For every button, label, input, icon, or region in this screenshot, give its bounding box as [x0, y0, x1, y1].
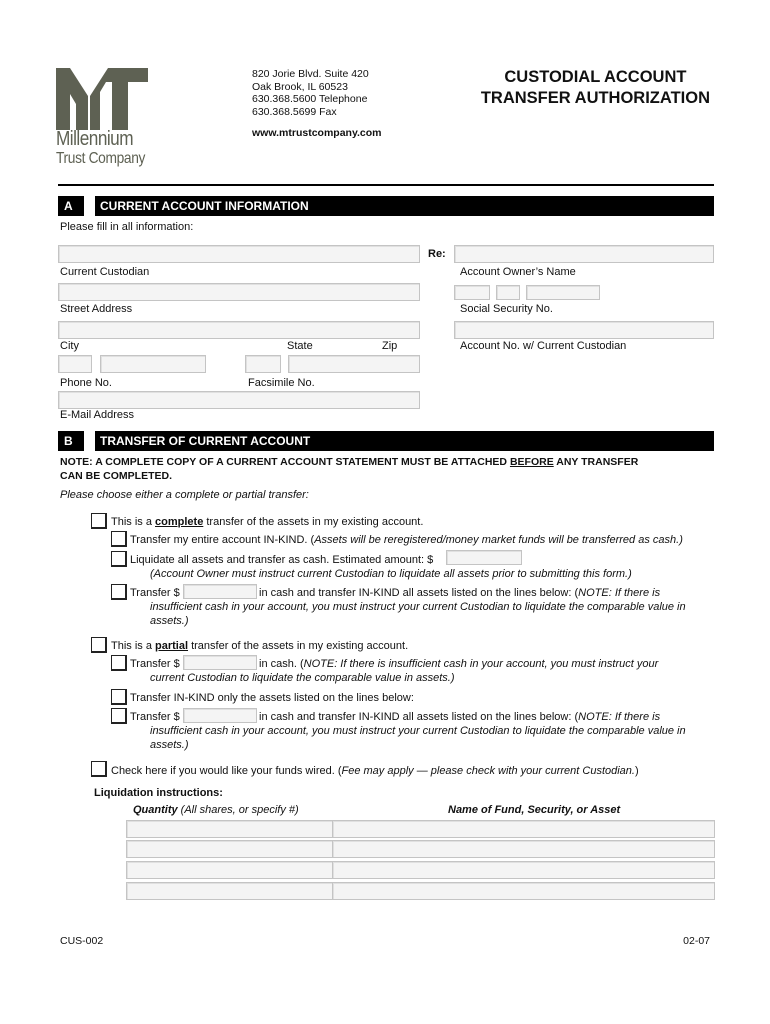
current-custodian-input[interactable]: [58, 245, 420, 263]
transfer-in-kind-label: [130, 534, 683, 546]
address-line1: 820 Jorie Blvd. Suite 420: [252, 68, 369, 80]
fax: 630.368.5699 Fax: [252, 105, 337, 118]
re-label: Re:: [428, 248, 446, 260]
section-a-letter: A: [64, 199, 73, 213]
c1-text: Transfer my entire account IN-KIND. (: [130, 534, 315, 546]
account-number-input[interactable]: [454, 321, 714, 339]
section-a-title: CURRENT ACCOUNT INFORMATION: [100, 199, 309, 213]
partial-transfer-label: [111, 640, 408, 652]
phone-number-input[interactable]: [100, 355, 206, 373]
email-label: E-Mail Address: [60, 409, 134, 421]
partial-cash-pre: Transfer $: [130, 658, 180, 670]
complete-post: transfer of the assets in my existing account.: [203, 516, 424, 528]
liquidate-label: Liquidate all assets and transfer as cash. Estimated amount: $: [130, 554, 434, 566]
company-logo: [56, 68, 148, 172]
fax-area-code-input[interactable]: [245, 355, 281, 373]
partial-transfer-checkbox[interactable]: [91, 637, 107, 653]
p1-post: in cash. (: [259, 658, 304, 670]
form-title: [481, 67, 710, 109]
street-address-input[interactable]: [58, 283, 420, 301]
cash-and-in-kind-checkbox[interactable]: [111, 584, 127, 600]
complete-pre: This is a: [111, 516, 156, 528]
quantity-input-2[interactable]: [126, 840, 334, 858]
wire-pre: Check here if you would like your funds wired. (: [111, 765, 342, 777]
partial-in-kind-checkbox[interactable]: [111, 689, 127, 705]
partial-cash-and-in-kind-checkbox[interactable]: [111, 708, 127, 724]
company-address: [252, 68, 369, 118]
account-owner-name-input[interactable]: [454, 245, 714, 263]
telephone: 630.368.5600 Telephone: [252, 93, 368, 105]
wire-post: ): [634, 765, 639, 777]
partial-cash-note-2: current Custodian to liquidate the comparable value in assets.): [150, 672, 455, 684]
c3-post: in cash and transfer IN-KIND all assets listed on the lines below: (: [259, 587, 579, 599]
liquidate-note: (Account Owner must instruct current Custodian to liquidate all assets prior to submitting this form.): [150, 568, 632, 580]
form-title-line2: TRANSFER AUTHORIZATION: [480, 89, 710, 107]
note-part1: NOTE: A COMPLETE COPY OF A CURRENT ACCOUNT STATEMENT MUST BE ATTACHED: [60, 456, 510, 468]
complete-transfer-label: [111, 516, 423, 528]
section-a-gap: [84, 196, 95, 216]
choose-instruction: Please choose either a complete or partial transfer:: [60, 489, 309, 501]
street-address-label: Street Address: [60, 303, 133, 315]
partial-word: partial: [155, 640, 189, 652]
fund-name-input-3[interactable]: [332, 861, 715, 879]
ssn-label: Social Security No.: [460, 303, 553, 315]
quantity-input-1[interactable]: [126, 820, 334, 838]
section-a-instruction: Please fill in all information:: [60, 221, 194, 233]
partial-post: transfer of the assets in my existing account.: [188, 640, 409, 652]
ssn-input-part2[interactable]: [496, 285, 520, 300]
liquidation-heading: Liquidation instructions:: [94, 787, 223, 799]
cash-amount-input-2[interactable]: [183, 655, 257, 670]
fund-name-input-2[interactable]: [332, 840, 715, 858]
quantity-input-4[interactable]: [126, 882, 334, 900]
note-part2: ANY TRANSFER: [553, 456, 639, 468]
wire-funds-label: [111, 765, 639, 777]
company-name-line2: Trust Company: [56, 150, 146, 167]
fund-name-input-1[interactable]: [332, 820, 715, 838]
complete-transfer-checkbox[interactable]: [91, 513, 107, 529]
current-custodian-label: Current Custodian: [60, 266, 150, 278]
liquidate-checkbox[interactable]: [111, 551, 127, 567]
email-input[interactable]: [58, 391, 420, 409]
partial-cash-and-in-kind-note-2: insufficient cash in your account, you must instruct your current Custodian to liquidate the comparable value in: [150, 725, 686, 737]
ssn-input-part1[interactable]: [454, 285, 490, 300]
section-b-header: [58, 431, 714, 451]
partial-cash-post: [259, 658, 658, 670]
address-line2: Oak Brook, IL 60523: [252, 80, 348, 93]
cash-and-in-kind-note-2: insufficient cash in your account, you must instruct your current Custodian to liquidate the comparable value in: [150, 601, 686, 613]
cash-and-in-kind-post: [259, 587, 660, 599]
wire-funds-checkbox[interactable]: [91, 761, 107, 777]
ssn-input-part3[interactable]: [526, 285, 600, 300]
form-date: 02-07: [683, 935, 710, 947]
cash-and-in-kind-pre: Transfer $: [130, 587, 180, 599]
c3-note-1: NOTE: If there is: [578, 587, 661, 599]
wire-italic: Fee may apply — please check with your current Custodian.: [341, 765, 635, 777]
p3-note-1: NOTE: If there is: [578, 711, 661, 723]
section-b-gap: [84, 431, 95, 451]
phone-label: Phone No.: [60, 377, 112, 389]
quantity-italic: (All shares, or specify #): [177, 804, 299, 816]
complete-word: complete: [155, 516, 204, 528]
fax-number-input[interactable]: [288, 355, 420, 373]
account-number-label: Account No. w/ Current Custodian: [460, 340, 627, 352]
form-title-line1: CUSTODIAL ACCOUNT: [504, 68, 687, 86]
partial-pre: This is a: [111, 640, 156, 652]
note-before: BEFORE: [509, 456, 554, 468]
state-label: State: [287, 340, 313, 352]
transfer-in-kind-checkbox[interactable]: [111, 531, 127, 547]
p3-post: in cash and transfer IN-KIND all assets listed on the lines below: (: [259, 711, 579, 723]
city-state-zip-input[interactable]: [58, 321, 420, 339]
section-b-letter: B: [64, 434, 73, 448]
partial-cash-and-in-kind-post: [259, 711, 660, 723]
partial-cash-and-in-kind-note-3: assets.): [150, 739, 189, 751]
fax-label: Facsimile No.: [248, 377, 315, 389]
partial-cash-and-in-kind-pre: Transfer $: [130, 711, 180, 723]
header-divider: [58, 184, 714, 186]
fund-name-header: Name of Fund, Security, or Asset: [448, 804, 621, 816]
c1-italic: Assets will be reregistered/money market funds will be transferred as cash.): [314, 534, 683, 546]
fund-name-input-4[interactable]: [332, 882, 715, 900]
partial-in-kind-label: Transfer IN-KIND only the assets listed on the lines below:: [130, 692, 414, 704]
p1-note-1: NOTE: If there is insufficient cash in your account, you must instruct your: [303, 658, 659, 670]
cash-and-in-kind-note-3: assets.): [150, 615, 189, 627]
section-b-title: TRANSFER OF CURRENT ACCOUNT: [100, 434, 311, 448]
quantity-input-3[interactable]: [126, 861, 334, 879]
cash-amount-input-3[interactable]: [183, 708, 257, 723]
note-line2: CAN BE COMPLETED.: [60, 470, 173, 482]
company-website: www.mtrustcompany.com: [252, 127, 382, 139]
partial-cash-checkbox[interactable]: [111, 655, 127, 671]
city-label: City: [60, 340, 79, 352]
section-a-header: [58, 196, 714, 216]
statement-note: [60, 455, 638, 483]
quantity-header: [133, 804, 299, 816]
zip-label: Zip: [382, 340, 398, 352]
mt-logo-icon: [56, 68, 148, 130]
account-owner-name-label: Account Owner’s Name: [460, 266, 576, 278]
estimated-amount-input[interactable]: [446, 550, 522, 565]
cash-amount-input-1[interactable]: [183, 584, 257, 599]
form-code: CUS-002: [60, 935, 104, 947]
company-name-line1: Millennium: [56, 128, 134, 150]
quantity-bold: Quantity: [133, 804, 178, 816]
phone-area-code-input[interactable]: [58, 355, 92, 373]
